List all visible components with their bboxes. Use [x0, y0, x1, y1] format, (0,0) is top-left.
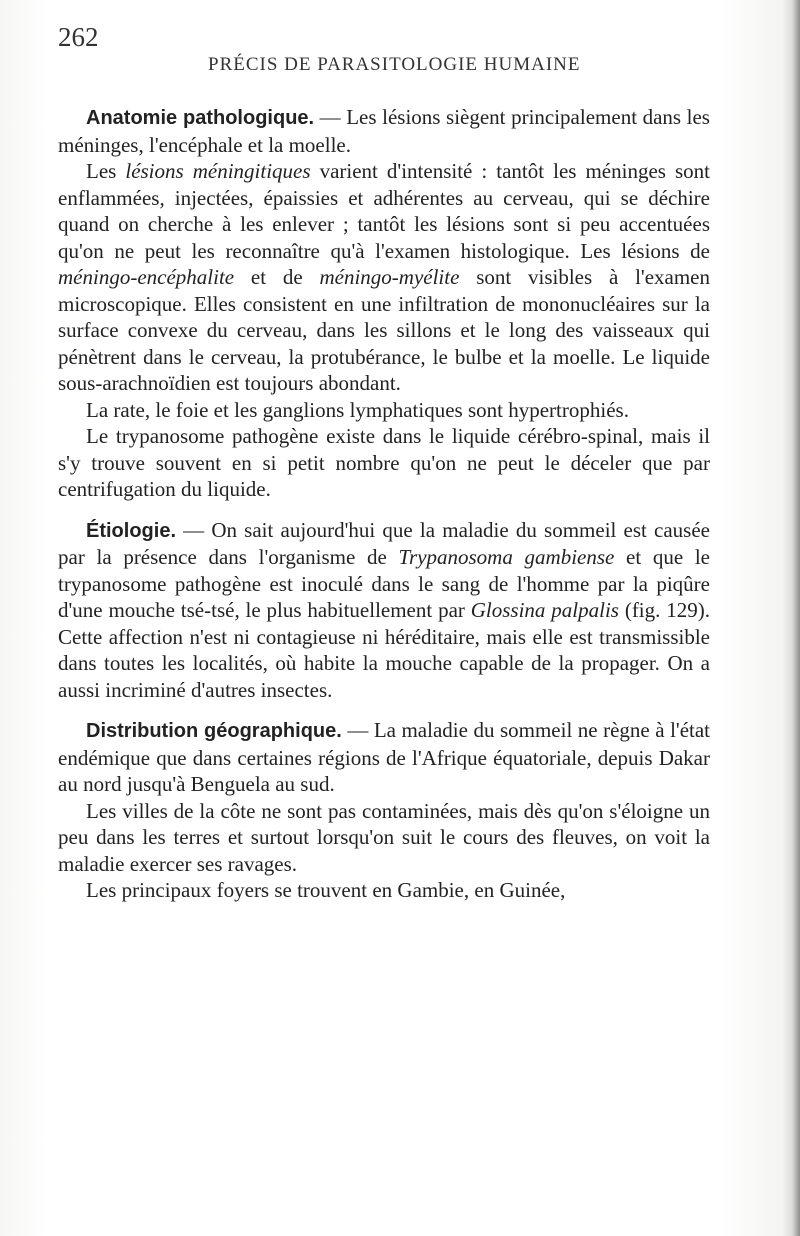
text-run: et de	[234, 265, 320, 289]
distribution-heading: Distribution géographique.	[86, 720, 342, 742]
anatomie-paragraph-3: La rate, le foie et les ganglions lymphatiques sont hypertrophiés.	[86, 397, 629, 422]
lesions-meningitiques-term: lésions méningitiques	[125, 159, 311, 183]
anatomie-intro-text: — Les lésions siègent principalement dans les méninges, l'encéphale et la moelle.	[58, 105, 710, 157]
text-run: (fig. 129). Cette affection n'est ni contagieuse ni héréditaire, mais elle est transmissible dans toutes les localités, où habite la mouche capable de la propager. On a aussi incriminé d'autres insectes.	[58, 598, 710, 702]
page-header	[58, 14, 758, 74]
anatomie-paragraph-2	[58, 158, 710, 397]
distribution-paragraph-1	[58, 717, 710, 798]
distribution-paragraph-3: Les principaux foyers se trouvent en Gambie, en Guinée,	[86, 878, 566, 902]
text-run: varient d'intensité : tantôt les méninges sont enflammées, injectées, épaissies et adhérentes au cerveau, qui se déchire quand on cherche à les enlever ; tantôt les lésions sont si peu accentuées qu'on ne peut les reconnaître qu'à l'examen histologique. Les lésions de	[58, 159, 710, 263]
etiologie-heading: Étiologie.	[86, 519, 176, 542]
distribution-paragraph-2: Les villes de la côte ne sont pas contaminées, mais dès qu'on s'éloigne un peu dans les terres et surtout lorsqu'on suit le cours des fleuves, on voit la maladie exercer ses ravages.	[58, 798, 710, 876]
page-number: 262	[58, 22, 99, 52]
text-run: et que le trypanosome pathogène est inoculé dans le sang de l'homme par la piqûre d'une mouche tsé-tsé, le plus habituellement par	[58, 545, 710, 622]
text-run: — On sait aujourd'hui que la maladie du sommeil est causée par la présence dans l'organisme de	[58, 517, 710, 569]
page-edge-shadow	[782, 0, 800, 1236]
anatomie-heading: Anatomie pathologique.	[86, 107, 315, 129]
running-title: PRÉCIS DE PARASITOLOGIE HUMAINE	[208, 54, 581, 75]
anatomie-paragraph-1	[58, 104, 710, 158]
trypanosoma-gambiense-term: Trypanosoma gambiense	[398, 545, 615, 569]
etiologie-paragraph	[58, 517, 710, 704]
text-run: sont visibles à l'examen microscopique. Elles consistent en une infiltration de mononucléaires sur la surface convexe du cerveau, dans les sillons et le long des vaisseaux qui pénètrent dans le cerveau, la protubérance, le bulbe et la moelle. Le liquide sous-arachnoïdien est toujours abondant.	[58, 265, 710, 395]
text-run: Les	[86, 159, 126, 183]
distribution-intro-text: — La maladie du sommeil ne règne à l'état endémique que dans certaines régions de l'Afrique équatoriale, depuis Dakar au nord jusqu'à Benguela au sud.	[58, 718, 711, 796]
meningo-encephalite-term: méningo-encéphalite	[58, 265, 235, 289]
glossina-palpalis-term: Glossina palpalis	[470, 598, 619, 622]
meningo-myelite-term: méningo-myélite	[319, 265, 460, 289]
body-text	[58, 104, 710, 904]
anatomie-paragraph-4: Le trypanosome pathogène existe dans le liquide cérébro-spinal, mais il s'y trouve souvent en si petit nombre qu'on ne peut le déceler que par centrifugation du liquide.	[58, 424, 710, 501]
